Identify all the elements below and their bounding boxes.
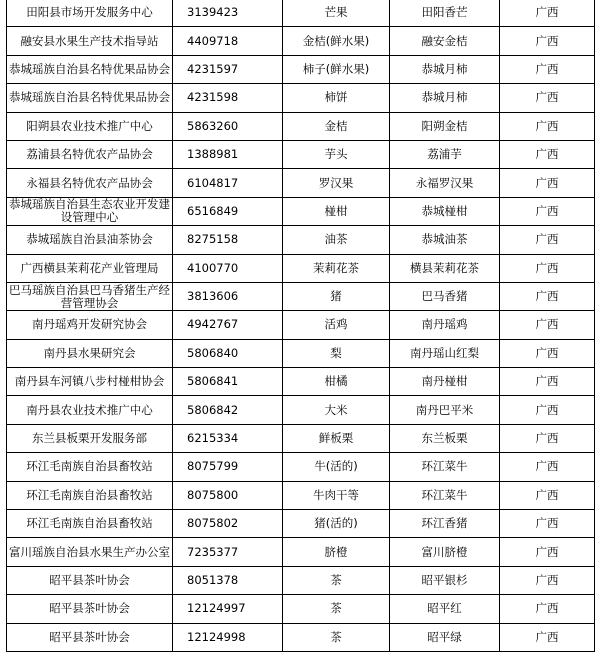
table-row — [7, 368, 595, 396]
table-row — [7, 0, 595, 27]
brand-name-cell: 横县茉莉花茶 — [390, 254, 500, 282]
product-cell: 茶 — [283, 566, 390, 594]
brand-name-cell: 荔浦芋 — [390, 140, 500, 168]
applicant-cell: 南丹县车河镇八步村椪柑协会 — [7, 368, 173, 396]
applicant-cell: 广西横县茉莉花产业管理局 — [7, 254, 173, 282]
table-row — [7, 169, 595, 197]
province-cell: 广西 — [500, 368, 595, 396]
product-cell: 金桔 — [283, 112, 390, 140]
brand-name-cell: 恭城椪柑 — [390, 197, 500, 225]
table-row — [7, 424, 595, 452]
product-cell: 芋头 — [283, 140, 390, 168]
province-cell: 广西 — [500, 226, 595, 254]
registration-number-cell: 3139423 — [173, 0, 283, 27]
province-cell: 广西 — [500, 510, 595, 538]
table-row — [7, 282, 595, 310]
product-cell: 茶 — [283, 595, 390, 623]
applicant-cell: 恭城瑶族自治县名特优果品协会 — [7, 55, 173, 83]
registration-number-cell: 3813606 — [173, 282, 283, 310]
applicant-cell: 恭城瑶族自治县油茶协会 — [7, 226, 173, 254]
registration-number-cell: 4231597 — [173, 55, 283, 83]
applicant-cell: 南丹县农业技术推广中心 — [7, 396, 173, 424]
table-row — [7, 112, 595, 140]
applicant-cell: 永福县名特优农产品协会 — [7, 169, 173, 197]
table-row — [7, 226, 595, 254]
province-cell: 广西 — [500, 538, 595, 566]
brand-name-cell: 巴马香猪 — [390, 282, 500, 310]
registration-number-cell: 7235377 — [173, 538, 283, 566]
province-cell: 广西 — [500, 566, 595, 594]
applicant-cell: 巴马瑶族自治县巴马香猪生产经营管理协会 — [7, 282, 173, 310]
product-cell: 罗汉果 — [283, 169, 390, 197]
brand-name-cell: 昭平银杉 — [390, 566, 500, 594]
brand-name-cell: 恭城油茶 — [390, 226, 500, 254]
brand-name-cell: 昭平绿 — [390, 623, 500, 651]
applicant-cell: 东兰县板栗开发服务部 — [7, 424, 173, 452]
product-cell: 茉莉花茶 — [283, 254, 390, 282]
table-row — [7, 84, 595, 112]
registration-number-cell: 4100770 — [173, 254, 283, 282]
table-row — [7, 55, 595, 83]
province-cell: 广西 — [500, 339, 595, 367]
product-cell: 梨 — [283, 339, 390, 367]
table-row — [7, 623, 595, 651]
province-cell: 广西 — [500, 27, 595, 55]
province-cell: 广西 — [500, 595, 595, 623]
applicant-cell: 恭城瑶族自治县生态农业开发建设管理中心 — [7, 197, 173, 225]
province-cell: 广西 — [500, 254, 595, 282]
table-row — [7, 453, 595, 481]
brand-name-cell: 环江香猪 — [390, 510, 500, 538]
registration-number-cell: 8275158 — [173, 226, 283, 254]
registration-number-cell: 6516849 — [173, 197, 283, 225]
registration-number-cell: 5806840 — [173, 339, 283, 367]
brand-name-cell: 田阳香芒 — [390, 0, 500, 27]
registration-number-cell: 8075800 — [173, 481, 283, 509]
brand-name-cell: 融安金桔 — [390, 27, 500, 55]
province-cell: 广西 — [500, 197, 595, 225]
applicant-cell: 环江毛南族自治县畜牧站 — [7, 481, 173, 509]
table-row — [7, 339, 595, 367]
brand-name-cell: 恭城月柿 — [390, 55, 500, 83]
applicant-cell: 恭城瑶族自治县名特优果品协会 — [7, 84, 173, 112]
registration-number-cell: 5806841 — [173, 368, 283, 396]
brand-name-cell: 环江菜牛 — [390, 481, 500, 509]
applicant-cell: 昭平县茶叶协会 — [7, 595, 173, 623]
product-cell: 脐橙 — [283, 538, 390, 566]
brand-name-cell: 富川脐橙 — [390, 538, 500, 566]
product-cell: 芒果 — [283, 0, 390, 27]
registration-number-cell: 12124997 — [173, 595, 283, 623]
province-cell: 广西 — [500, 55, 595, 83]
geographic-indication-table — [6, 0, 595, 652]
registration-number-cell: 8075802 — [173, 510, 283, 538]
applicant-cell: 阳朔县农业技术推广中心 — [7, 112, 173, 140]
table-row — [7, 197, 595, 225]
table-row — [7, 396, 595, 424]
province-cell: 广西 — [500, 453, 595, 481]
province-cell: 广西 — [500, 0, 595, 27]
brand-name-cell: 永福罗汉果 — [390, 169, 500, 197]
brand-name-cell: 环江菜牛 — [390, 453, 500, 481]
brand-name-cell: 东兰板栗 — [390, 424, 500, 452]
product-cell: 茶 — [283, 623, 390, 651]
brand-name-cell: 阳朔金桔 — [390, 112, 500, 140]
product-cell: 椪柑 — [283, 197, 390, 225]
brand-name-cell: 恭城月柿 — [390, 84, 500, 112]
province-cell: 广西 — [500, 424, 595, 452]
registration-number-cell: 8075799 — [173, 453, 283, 481]
province-cell: 广西 — [500, 396, 595, 424]
province-cell: 广西 — [500, 623, 595, 651]
product-cell: 油茶 — [283, 226, 390, 254]
table-row — [7, 538, 595, 566]
registration-number-cell: 4942767 — [173, 311, 283, 339]
province-cell: 广西 — [500, 282, 595, 310]
table-row — [7, 510, 595, 538]
table-row — [7, 566, 595, 594]
province-cell: 广西 — [500, 311, 595, 339]
product-cell: 柑橘 — [283, 368, 390, 396]
registration-number-cell: 8051378 — [173, 566, 283, 594]
province-cell: 广西 — [500, 169, 595, 197]
product-cell: 活鸡 — [283, 311, 390, 339]
applicant-cell: 环江毛南族自治县畜牧站 — [7, 453, 173, 481]
product-cell: 大米 — [283, 396, 390, 424]
applicant-cell: 南丹瑶鸡开发研究协会 — [7, 311, 173, 339]
registration-number-cell: 5863260 — [173, 112, 283, 140]
brand-name-cell: 南丹巴平米 — [390, 396, 500, 424]
table-row — [7, 140, 595, 168]
province-cell: 广西 — [500, 481, 595, 509]
applicant-cell: 昭平县茶叶协会 — [7, 623, 173, 651]
province-cell: 广西 — [500, 140, 595, 168]
table-body — [7, 0, 595, 651]
brand-name-cell: 南丹瑶山红梨 — [390, 339, 500, 367]
table-row — [7, 595, 595, 623]
table-row — [7, 311, 595, 339]
registration-number-cell: 6104817 — [173, 169, 283, 197]
registration-number-cell: 6215334 — [173, 424, 283, 452]
product-cell: 金桔(鲜水果) — [283, 27, 390, 55]
province-cell: 广西 — [500, 112, 595, 140]
product-cell: 牛(活的) — [283, 453, 390, 481]
product-cell: 牛肉干等 — [283, 481, 390, 509]
applicant-cell: 田阳县市场开发服务中心 — [7, 0, 173, 27]
applicant-cell: 昭平县茶叶协会 — [7, 566, 173, 594]
table-row — [7, 254, 595, 282]
registration-number-cell: 1388981 — [173, 140, 283, 168]
applicant-cell: 南丹县水果研究会 — [7, 339, 173, 367]
table-row — [7, 481, 595, 509]
applicant-cell: 环江毛南族自治县畜牧站 — [7, 510, 173, 538]
product-cell: 柿子(鲜水果) — [283, 55, 390, 83]
applicant-cell: 富川瑶族自治县水果生产办公室 — [7, 538, 173, 566]
brand-name-cell: 南丹椪柑 — [390, 368, 500, 396]
product-cell: 猪(活的) — [283, 510, 390, 538]
product-cell: 猪 — [283, 282, 390, 310]
province-cell: 广西 — [500, 84, 595, 112]
product-cell: 柿饼 — [283, 84, 390, 112]
brand-name-cell: 昭平红 — [390, 595, 500, 623]
registration-number-cell: 12124998 — [173, 623, 283, 651]
applicant-cell: 荔浦县名特优农产品协会 — [7, 140, 173, 168]
registration-number-cell: 4409718 — [173, 27, 283, 55]
registration-number-cell: 5806842 — [173, 396, 283, 424]
registration-number-cell: 4231598 — [173, 84, 283, 112]
brand-name-cell: 南丹瑶鸡 — [390, 311, 500, 339]
applicant-cell: 融安县水果生产技术指导站 — [7, 27, 173, 55]
product-cell: 鲜板栗 — [283, 424, 390, 452]
table-row — [7, 27, 595, 55]
